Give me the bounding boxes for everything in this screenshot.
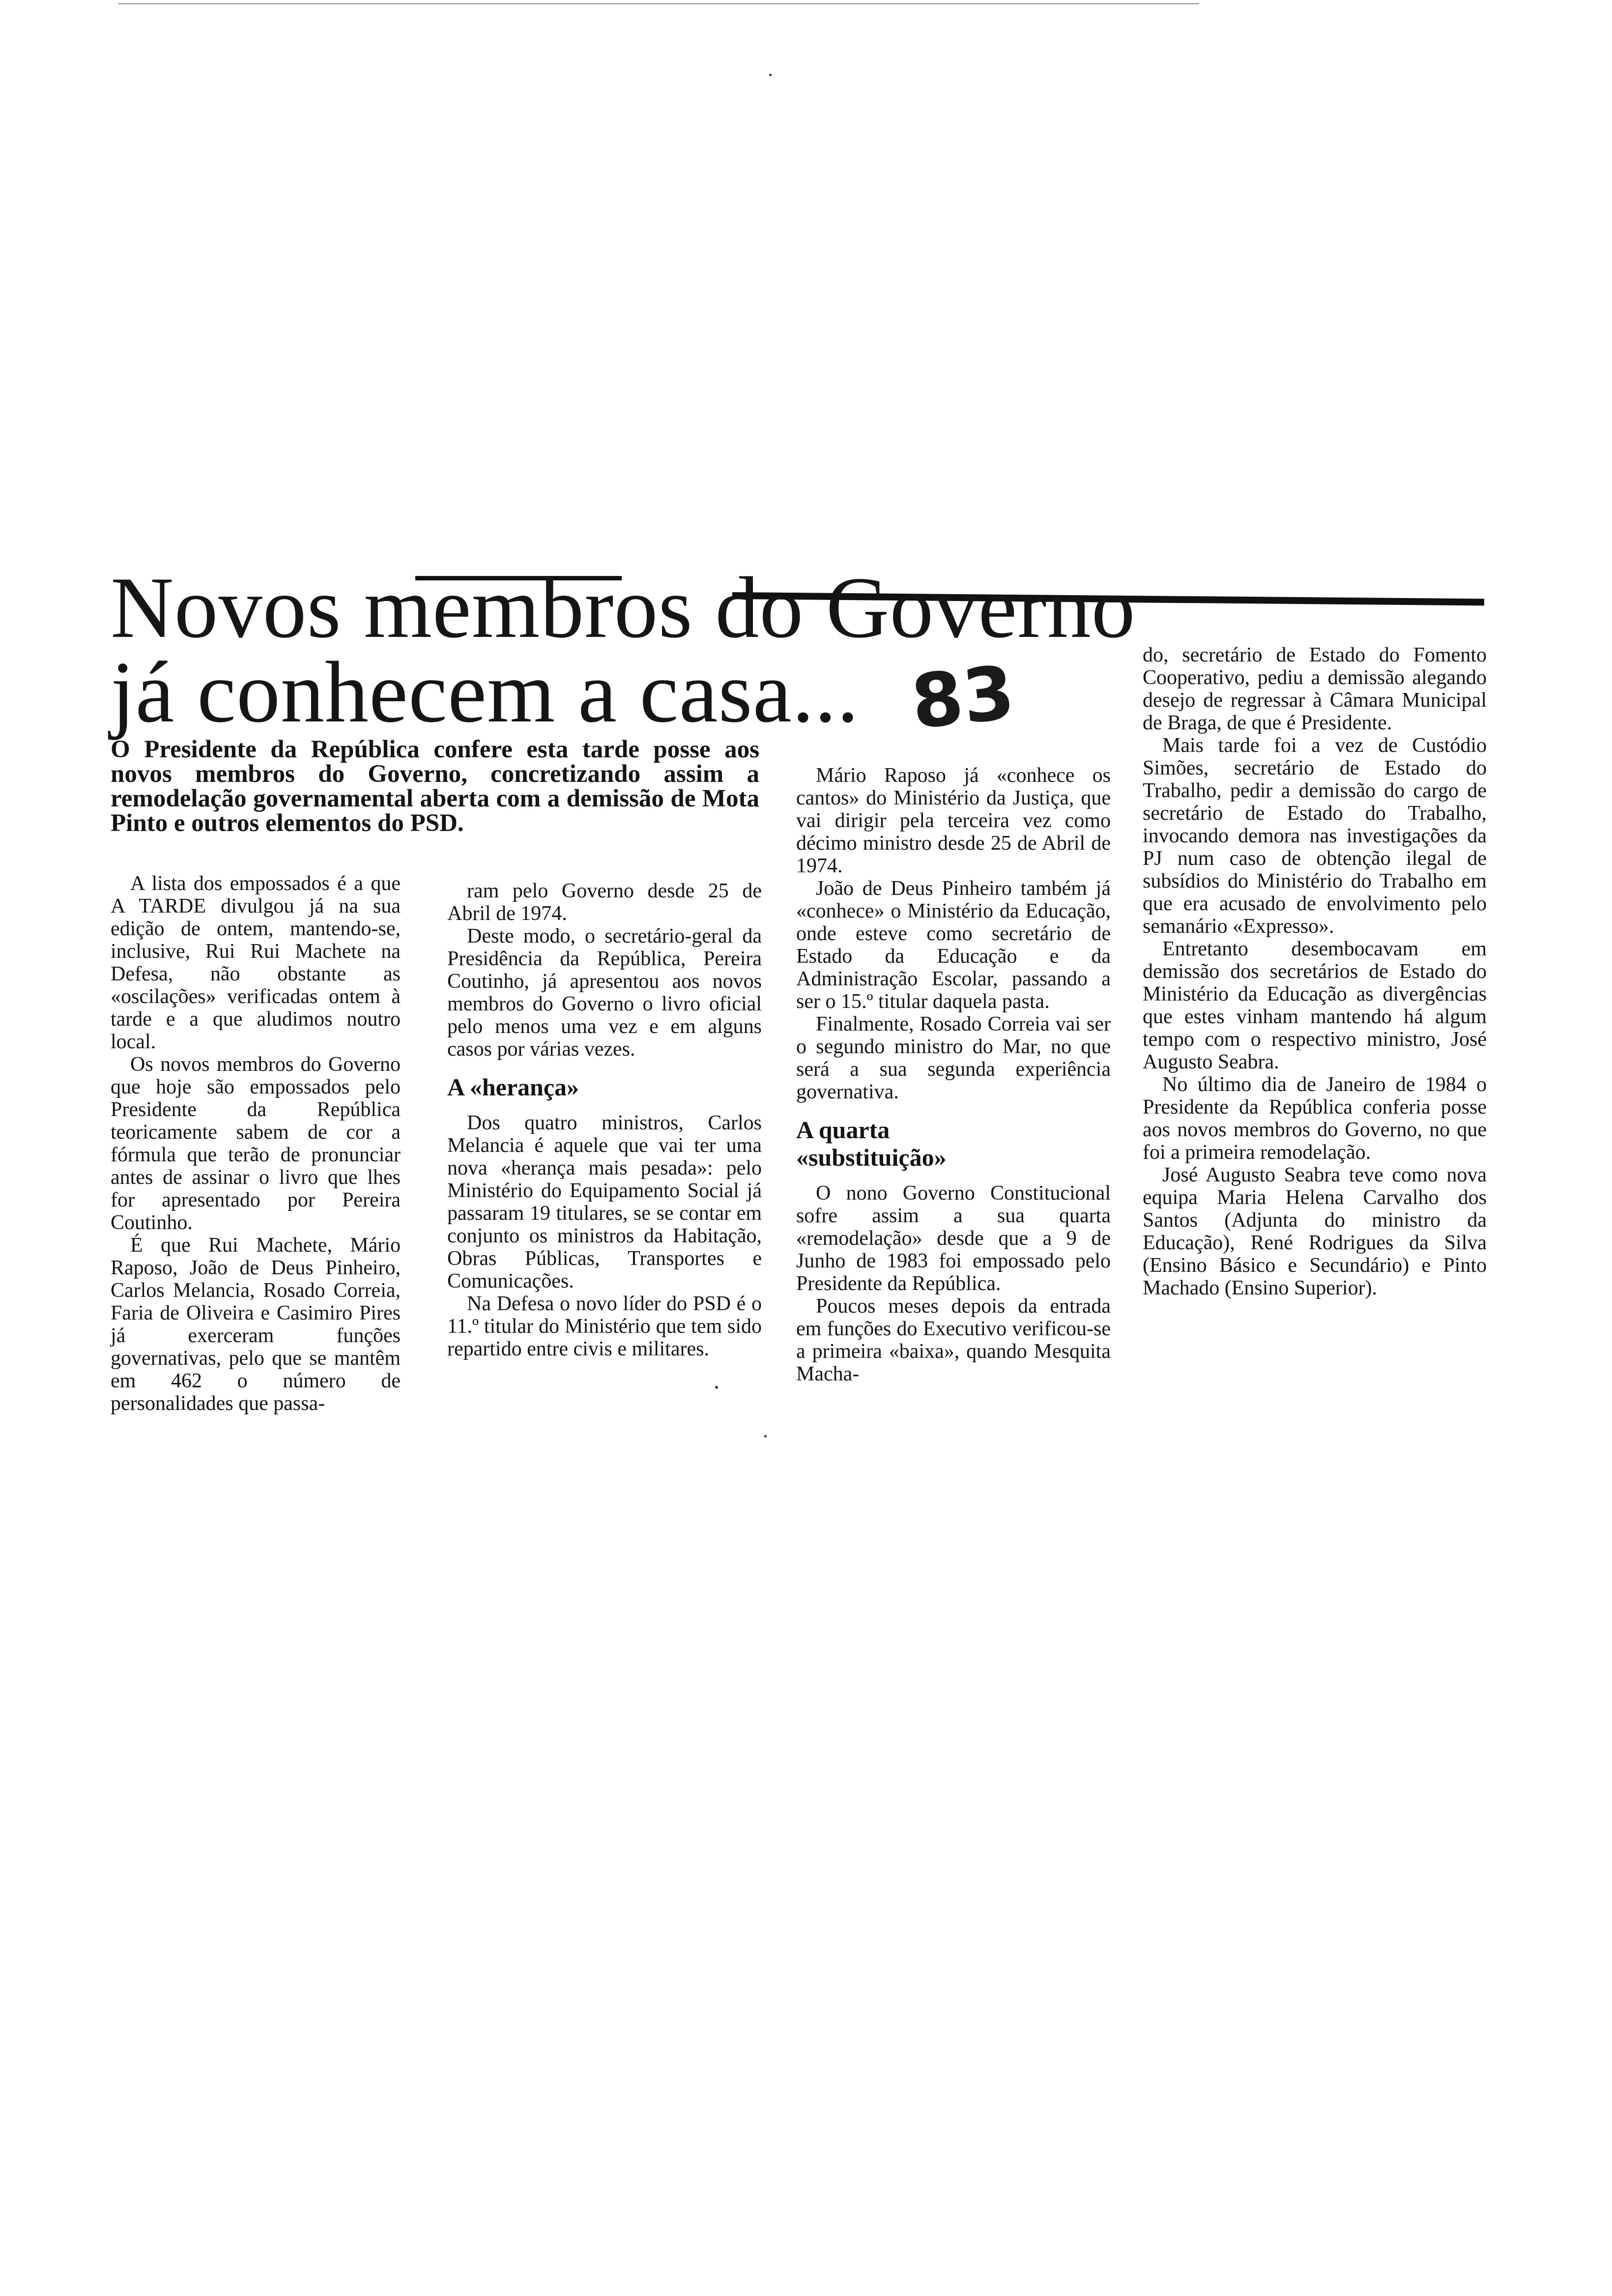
paragraph: do, secretário de Estado do Fomento Cooperativo, pediu a demissão alegando desejo de regressar à Câmara Municipal de Braga, de que é Presidente. <box>1143 644 1487 734</box>
paragraph: No último dia de Janeiro de 1984 o Presidente da República conferia posse aos novos membros do Governo, no que foi a primeira remodelação. <box>1143 1073 1487 1164</box>
article-column-3 <box>796 764 1111 1385</box>
paragraph: João de Deus Pinheiro também já «conhece» o Ministério da Educação, onde esteve como secretário de Estado da Educação e da Administração Escolar, passando a ser o 15.º titular daquela pasta. <box>796 877 1111 1013</box>
article-column-4 <box>1143 644 1487 1299</box>
paragraph: O nono Governo Constitucional sofre assim a sua quarta «remodelação» desde que a 9 de Junho de 1983 foi empossado pelo Presidente da República. <box>796 1182 1111 1295</box>
paragraph: Dos quatro ministros, Carlos Melancia é aquele que vai ter uma nova «herança mais pesada»: pelo Ministério do Equipamento Social já passaram 19 titulares, se se contar em conjunto os ministros da Habitação, Obras Públicas, Transportes e Comunicações. <box>447 1112 762 1292</box>
paragraph: José Augusto Seabra teve como nova equipa Maria Helena Carvalho dos Santos (Adjunta do ministro da Educação), René Rodrigues da Silva (Ensino Básico e Secundário) e Pinto Machado (Ensino Superior). <box>1143 1164 1487 1299</box>
scan-speck <box>764 1435 767 1437</box>
top-scan-line <box>118 3 1199 4</box>
paragraph: Mais tarde foi a vez de Custódio Simões, secretário de Estado do Trabalho, pedir a demissão do cargo de secretário de Estado do Trabalho, invocando demora nas investigações da PJ num caso de obtenção ilegal de subsídios do Ministério do Trabalho em que era acusado de envolvimento pelo semanário «Expresso». <box>1143 734 1487 938</box>
scan-speck <box>769 74 772 76</box>
paragraph: Finalmente, Rosado Correia vai ser o segundo ministro do Mar, no que será a sua segunda experiência governativa. <box>796 1013 1111 1103</box>
headline: Novos membros do Governo já conhecem a casa... <box>111 559 1136 741</box>
article-column-2 <box>447 880 762 1360</box>
paragraph: Os novos membros do Governo que hoje são empossados pelo Presidente da República teoricamente sabem de cor a fórmula que terão de pronunciar antes de assinar o livro que lhes for apresentado por Pereira Coutinho. <box>111 1053 401 1234</box>
article-column-1 <box>111 872 401 1415</box>
paragraph: Deste modo, o secretário-geral da Presidência da República, Pereira Coutinho, já apresentou aos novos membros do Governo o livro oficial pelo menos uma vez e em alguns casos por várias vezes. <box>447 925 762 1061</box>
subheading-quarta-substituicao: A quarta «substituição» <box>796 1116 947 1171</box>
paragraph: Entretanto desembocavam em demissão dos secretários de Estado do Ministério da Educação as divergências que estes vinham mantendo há algum tempo com o respectivo ministro, José Augusto Seabra. <box>1143 938 1487 1073</box>
deck: O Presidente da República confere esta tarde posse aos novos membros do Governo, concretizando assim a remodelação governamental aberta com a demissão de Mota Pinto e outros elementos do PSD. <box>111 736 759 837</box>
paragraph: Poucos meses depois da entrada em funções do Executivo verificou-se a primeira «baixa», quando Mesquita Macha- <box>796 1295 1111 1385</box>
handwritten-annotation: 83 <box>907 650 1019 746</box>
scan-speck <box>715 1386 718 1389</box>
subheading-heranca: A «herança» <box>447 1073 579 1101</box>
paragraph: Mário Raposo já «conhece os cantos» do Ministério da Justiça, que vai dirigir pela terceira vez como décimo ministro desde 25 de Abril de 1974. <box>796 764 1111 877</box>
paragraph: ram pelo Governo desde 25 de Abril de 1974. <box>447 880 762 925</box>
paragraph: É que Rui Machete, Mário Raposo, João de Deus Pinheiro, Carlos Melancia, Rosado Correia, Faria de Oliveira e Casimiro Pires já exerceram funções governativas, pelo que se mantêm em 462 o número de personalidades que passa- <box>111 1234 401 1415</box>
paragraph: A lista dos empossados é a que A TARDE divulgou já na sua edição de ontem, mantendo-se, inclusive, Rui Rui Machete na Defesa, não obstante as «oscilações» verificadas ontem à tarde e a que aludimos noutro local. <box>111 872 401 1053</box>
paragraph: Na Defesa o novo líder do PSD é o 11.º titular do Ministério que tem sido repartido entre civis e militares. <box>447 1292 762 1360</box>
